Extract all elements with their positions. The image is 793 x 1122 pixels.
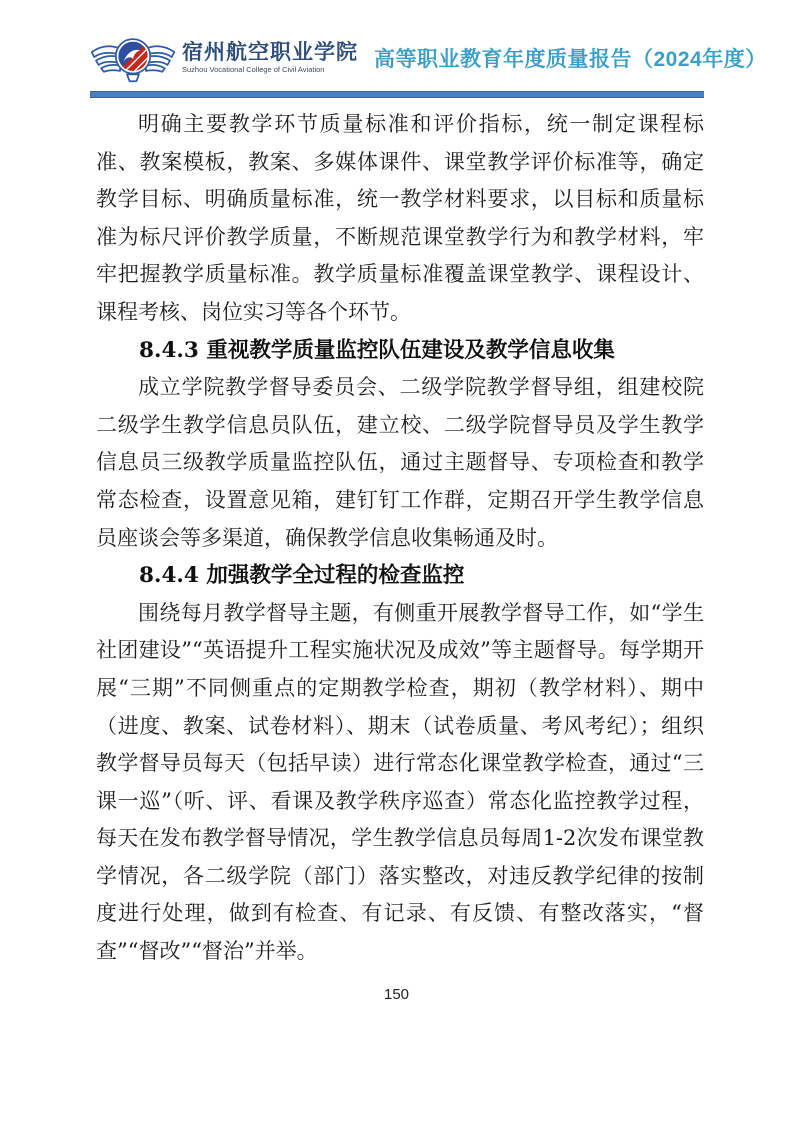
college-name-block — [182, 42, 358, 74]
page-header — [90, 30, 767, 98]
header-divider-rule — [90, 91, 704, 98]
document-body — [96, 106, 704, 971]
college-name-en: Suzhou Vocational College of Civil Aviation — [182, 65, 325, 75]
section-heading-844: 8.4.4 加强教学全过程的检查监控 — [139, 563, 465, 589]
page-number: 150 — [383, 986, 410, 1003]
college-name-cn: 宿州航空职业学院 — [182, 41, 358, 65]
section-heading-843: 8.4.3 重视教学质量监控队伍建设及教学信息收集 — [139, 337, 615, 363]
report-title: 高等职业教育年度质量报告（2024年度） — [374, 48, 767, 71]
paragraph: 成立学院教学督导委员会、二级学院教学督导组，组建校院二级学生教学信息员队伍，建立校、二级学院督导员及学生教学信息员三级教学质量监控队伍，通过主题督导、专项检查和教学常态检查，设置意见箱，建钉钉工作群，定期召开学生教学信息员座谈会等多渠道，确保教学信息收集畅通及时。 — [96, 375, 704, 550]
paragraph: 围绕每月教学督导主题，有侧重开展教学督导工作，如“学生社团建设”“英语提升工程实施状况及成效”等主题督导。每学期开展“三期”不同侧重点的定期教学检查，期初（教学材料）、期中（进度、教案、试卷材料）、期末（试卷质量、考风考纪）；组织教学督导员每天（包括早读）进行常态化课堂教学检查，通过“三课一巡”（听、评、看课及教学秩序巡查）常态化监控教学过程，每天在发布教学督导情况，学生教学信息员每周1-2次发布课堂教学情况，各二级学院（部门）落实整改，对违反教学纪律的按制度进行处理，做到有检查、有记录、有反馈、有整改落实，“督查”“督改”“督治”并举。 — [96, 600, 704, 964]
college-logo-icon — [90, 30, 176, 86]
paragraph: 明确主要教学环节质量标准和评价指标，统一制定课程标准、教案模板，教案、多媒体课件、课堂教学评价标准等，确定教学目标、明确质量标准，统一教学材料要求，以目标和质量标准为标尺评价教学质量，不断规范课堂教学行为和教学材料，牢牢把握教学质量标准。教学质量标准覆盖课堂教学、课程设计、课程考核、岗位实习等各个环节。 — [96, 112, 704, 324]
